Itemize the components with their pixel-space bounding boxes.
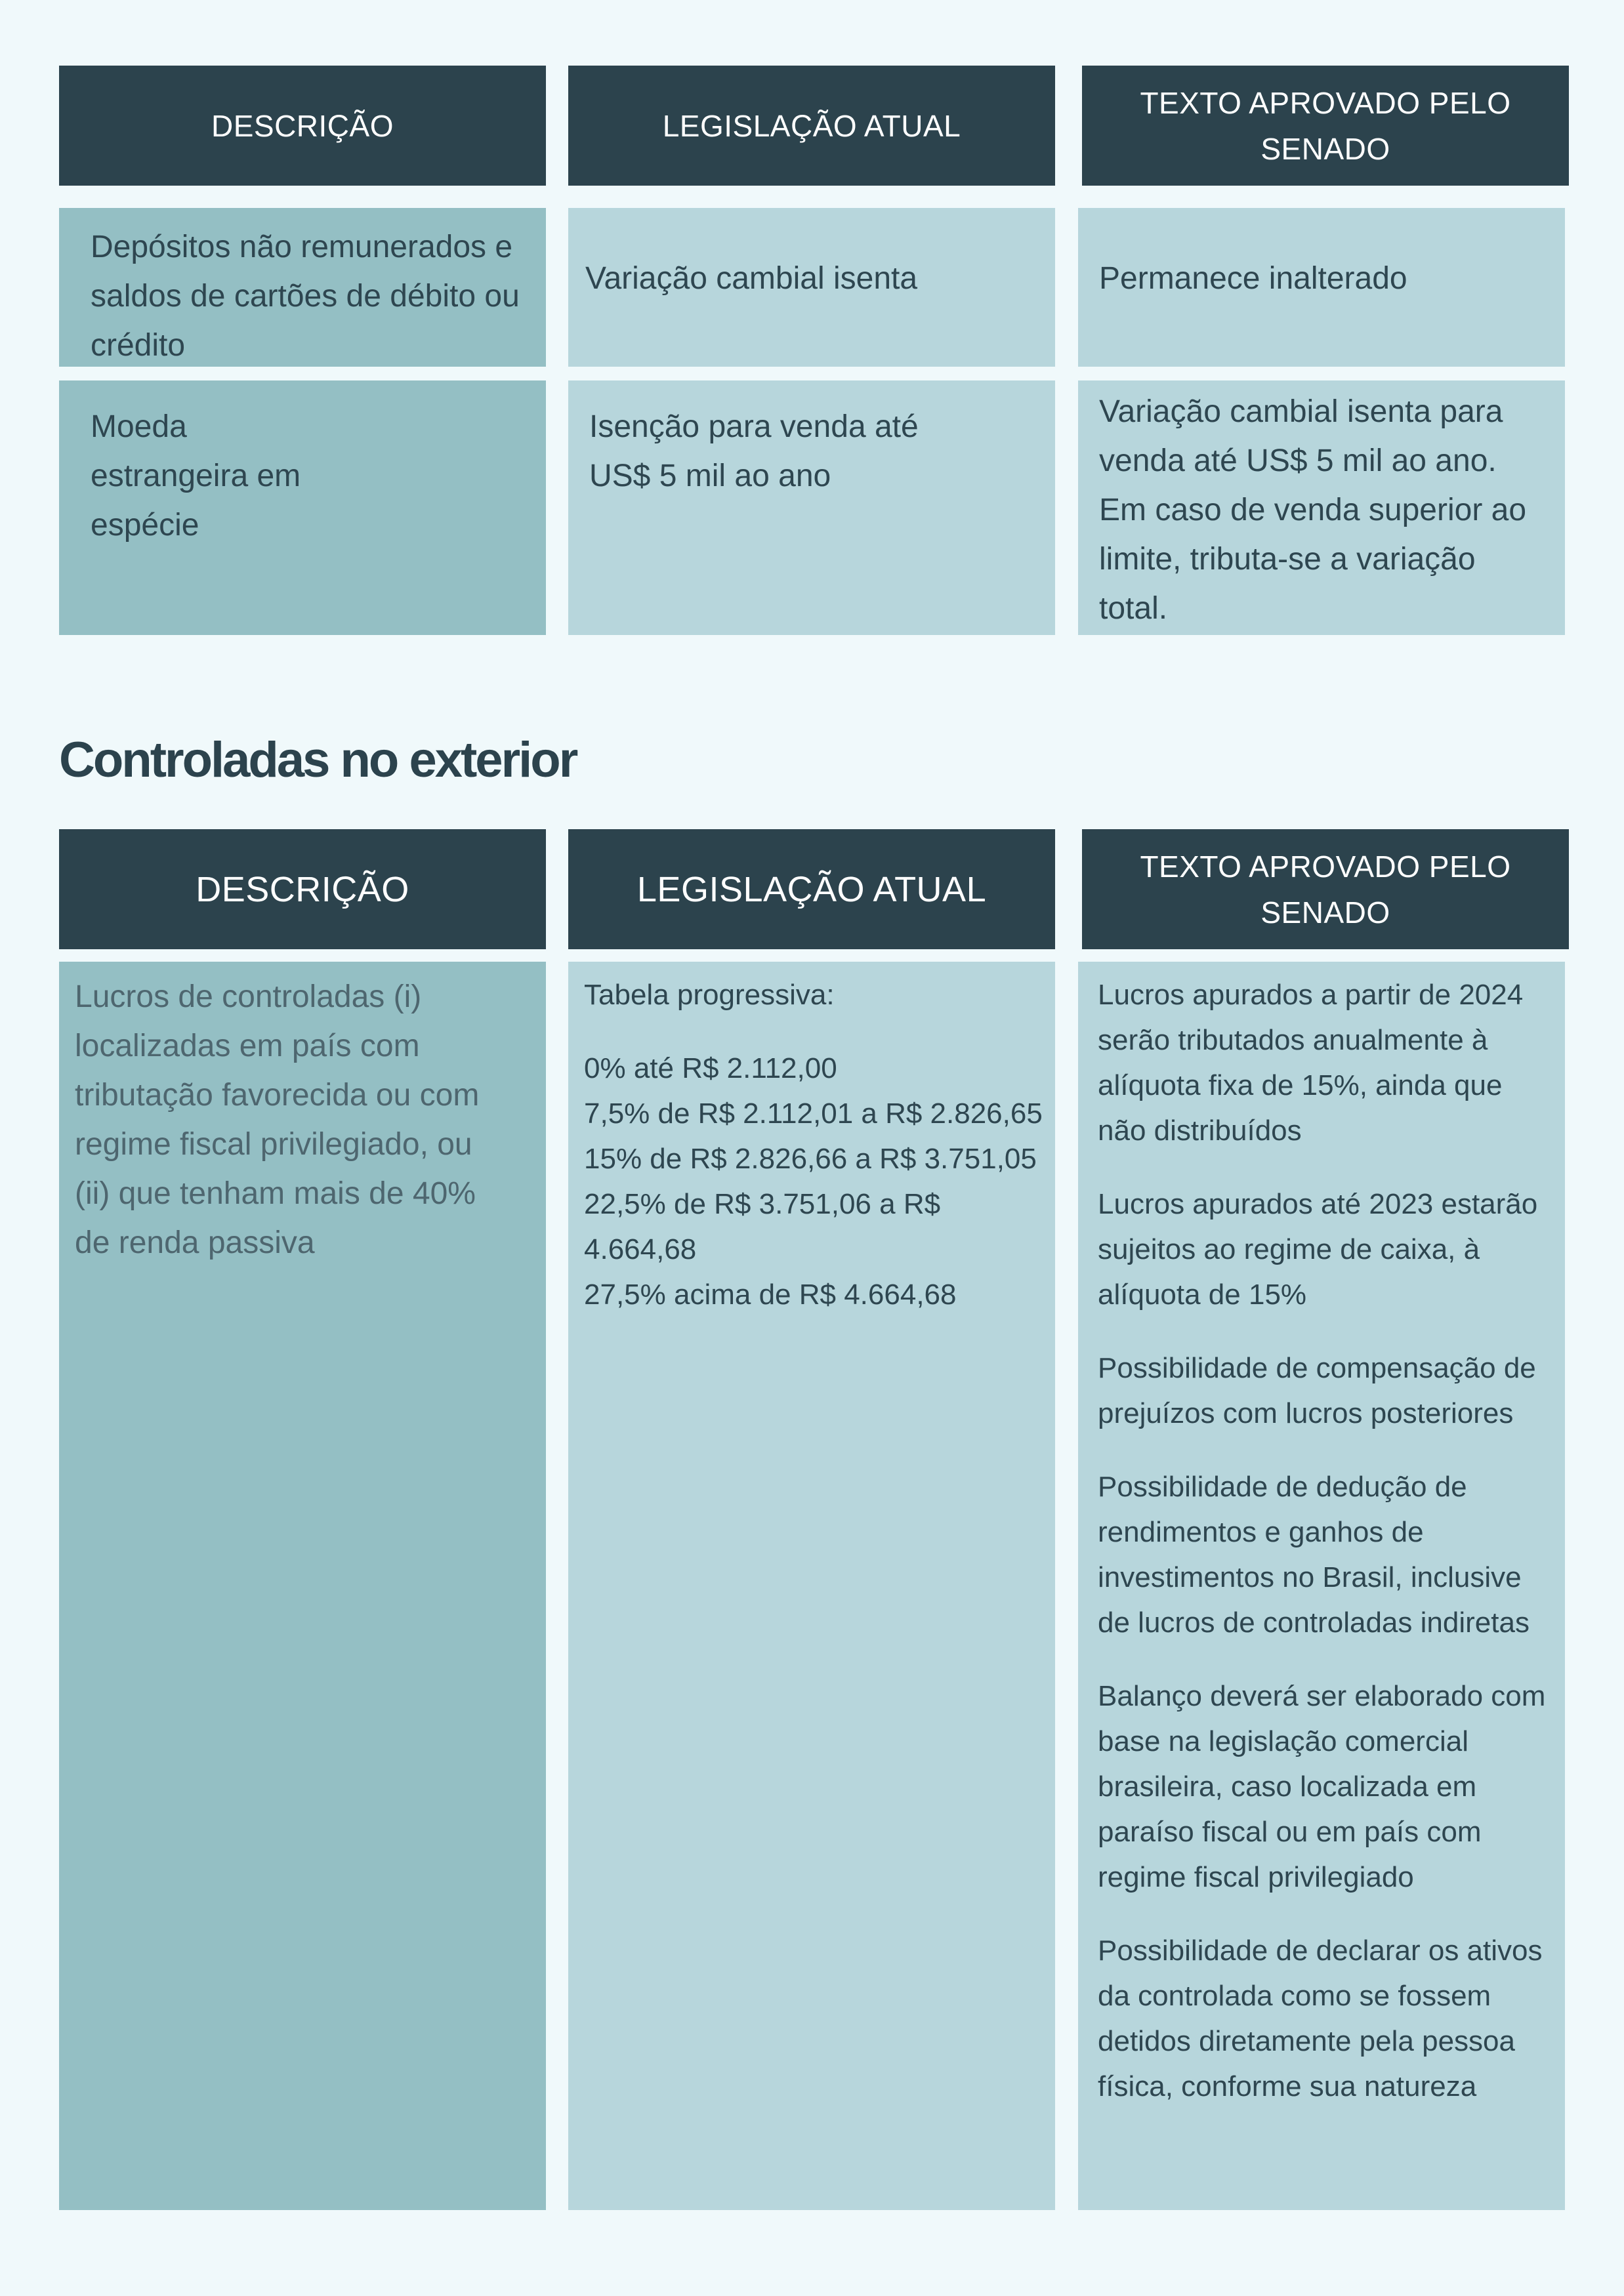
tax-bracket-line: 7,5% de R$ 2.112,01 a R$ 2.826,65 <box>584 1097 1043 1130</box>
table1-header-senado <box>1082 66 1569 186</box>
table1-row1-descricao <box>59 208 546 367</box>
tax-bracket-line: 0% até R$ 2.112,00 <box>584 1052 837 1084</box>
tax-bracket-line: 15% de R$ 2.826,66 a R$ 3.751,05 <box>584 1143 1037 1175</box>
header-label: LEGISLAÇÃO ATUAL <box>662 108 961 143</box>
cell-text: Variação cambial isenta para venda até US$ 5 mil ao ano. Em caso de venda superior ao limite, tributa-se a variação total. <box>1099 394 1527 626</box>
table2-legislacao <box>568 962 1055 2210</box>
senado-paragraph: Lucros apurados a partir de 2024 serão tributados anualmente à alíquota fixa de 15%, ainda que não distribuídos <box>1098 979 1524 1147</box>
table1-row1-legislacao <box>568 208 1055 367</box>
cell-text: Variação cambial isenta <box>585 261 918 296</box>
tax-bracket-list <box>584 1046 1049 1317</box>
senado-paragraph: Balanço deverá ser elaborado com base na legislação comercial brasileira, caso localizada em paraíso fiscal ou em país com regime fiscal privilegiado <box>1098 1680 1546 1893</box>
table2-header-descricao <box>59 829 546 949</box>
cell-text: Lucros de controladas (i) localizadas em país com tributação favorecida ou com regime fiscal privilegiado, ou (ii) que tenham mais de 40% de renda passiva <box>75 979 480 1260</box>
header-label: LEGISLAÇÃO ATUAL <box>636 869 987 909</box>
section-title: Controladas no exterior <box>59 732 577 788</box>
header-label: TEXTO APROVADO PELO SENADO <box>1140 85 1511 166</box>
cell-text: Depósitos não remunerados e saldos de cartões de débito ou crédito <box>91 230 520 363</box>
table1-row1-senado <box>1078 208 1565 367</box>
table2-descricao <box>59 962 546 2210</box>
table2-senado <box>1078 962 1565 2210</box>
header-label: DESCRIÇÃO <box>211 108 394 143</box>
table2-header-senado <box>1082 829 1569 949</box>
cell-text: Moeda estrangeira em espécie <box>91 409 301 543</box>
table2-header-legislacao <box>568 829 1055 949</box>
tax-bracket-line: 27,5% acima de R$ 4.664,68 <box>584 1279 957 1311</box>
table1-header-descricao <box>59 66 546 186</box>
tax-bracket-line: 22,5% de R$ 3.751,06 a R$ 4.664,68 <box>584 1188 941 1265</box>
table1-row2-senado <box>1078 380 1565 635</box>
senado-paragraph: Possibilidade de compensação de prejuízos com lucros posteriores <box>1098 1352 1536 1429</box>
senado-paragraph: Possibilidade de declarar os ativos da controlada como se fossem detidos diretamente pela pessoa física, conforme sua natureza <box>1098 1935 1543 2102</box>
senado-paragraph: Possibilidade de dedução de rendimentos e ganhos de investimentos no Brasil, inclusive de lucros de controladas indiretas <box>1098 1471 1530 1639</box>
table1-header-legislacao <box>568 66 1055 186</box>
table-intro: Tabela progressiva: <box>584 979 835 1011</box>
table1-row2-descricao <box>59 380 546 635</box>
table1-row2-legislacao <box>568 380 1055 635</box>
cell-text: Permanece inalterado <box>1099 261 1407 296</box>
senado-paragraph: Lucros apurados até 2023 estarão sujeitos ao regime de caixa, à alíquota de 15% <box>1098 1188 1538 1311</box>
header-label: TEXTO APROVADO PELO SENADO <box>1140 849 1511 930</box>
cell-text: Isenção para venda até US$ 5 mil ao ano <box>589 409 919 493</box>
header-label: DESCRIÇÃO <box>196 869 409 909</box>
